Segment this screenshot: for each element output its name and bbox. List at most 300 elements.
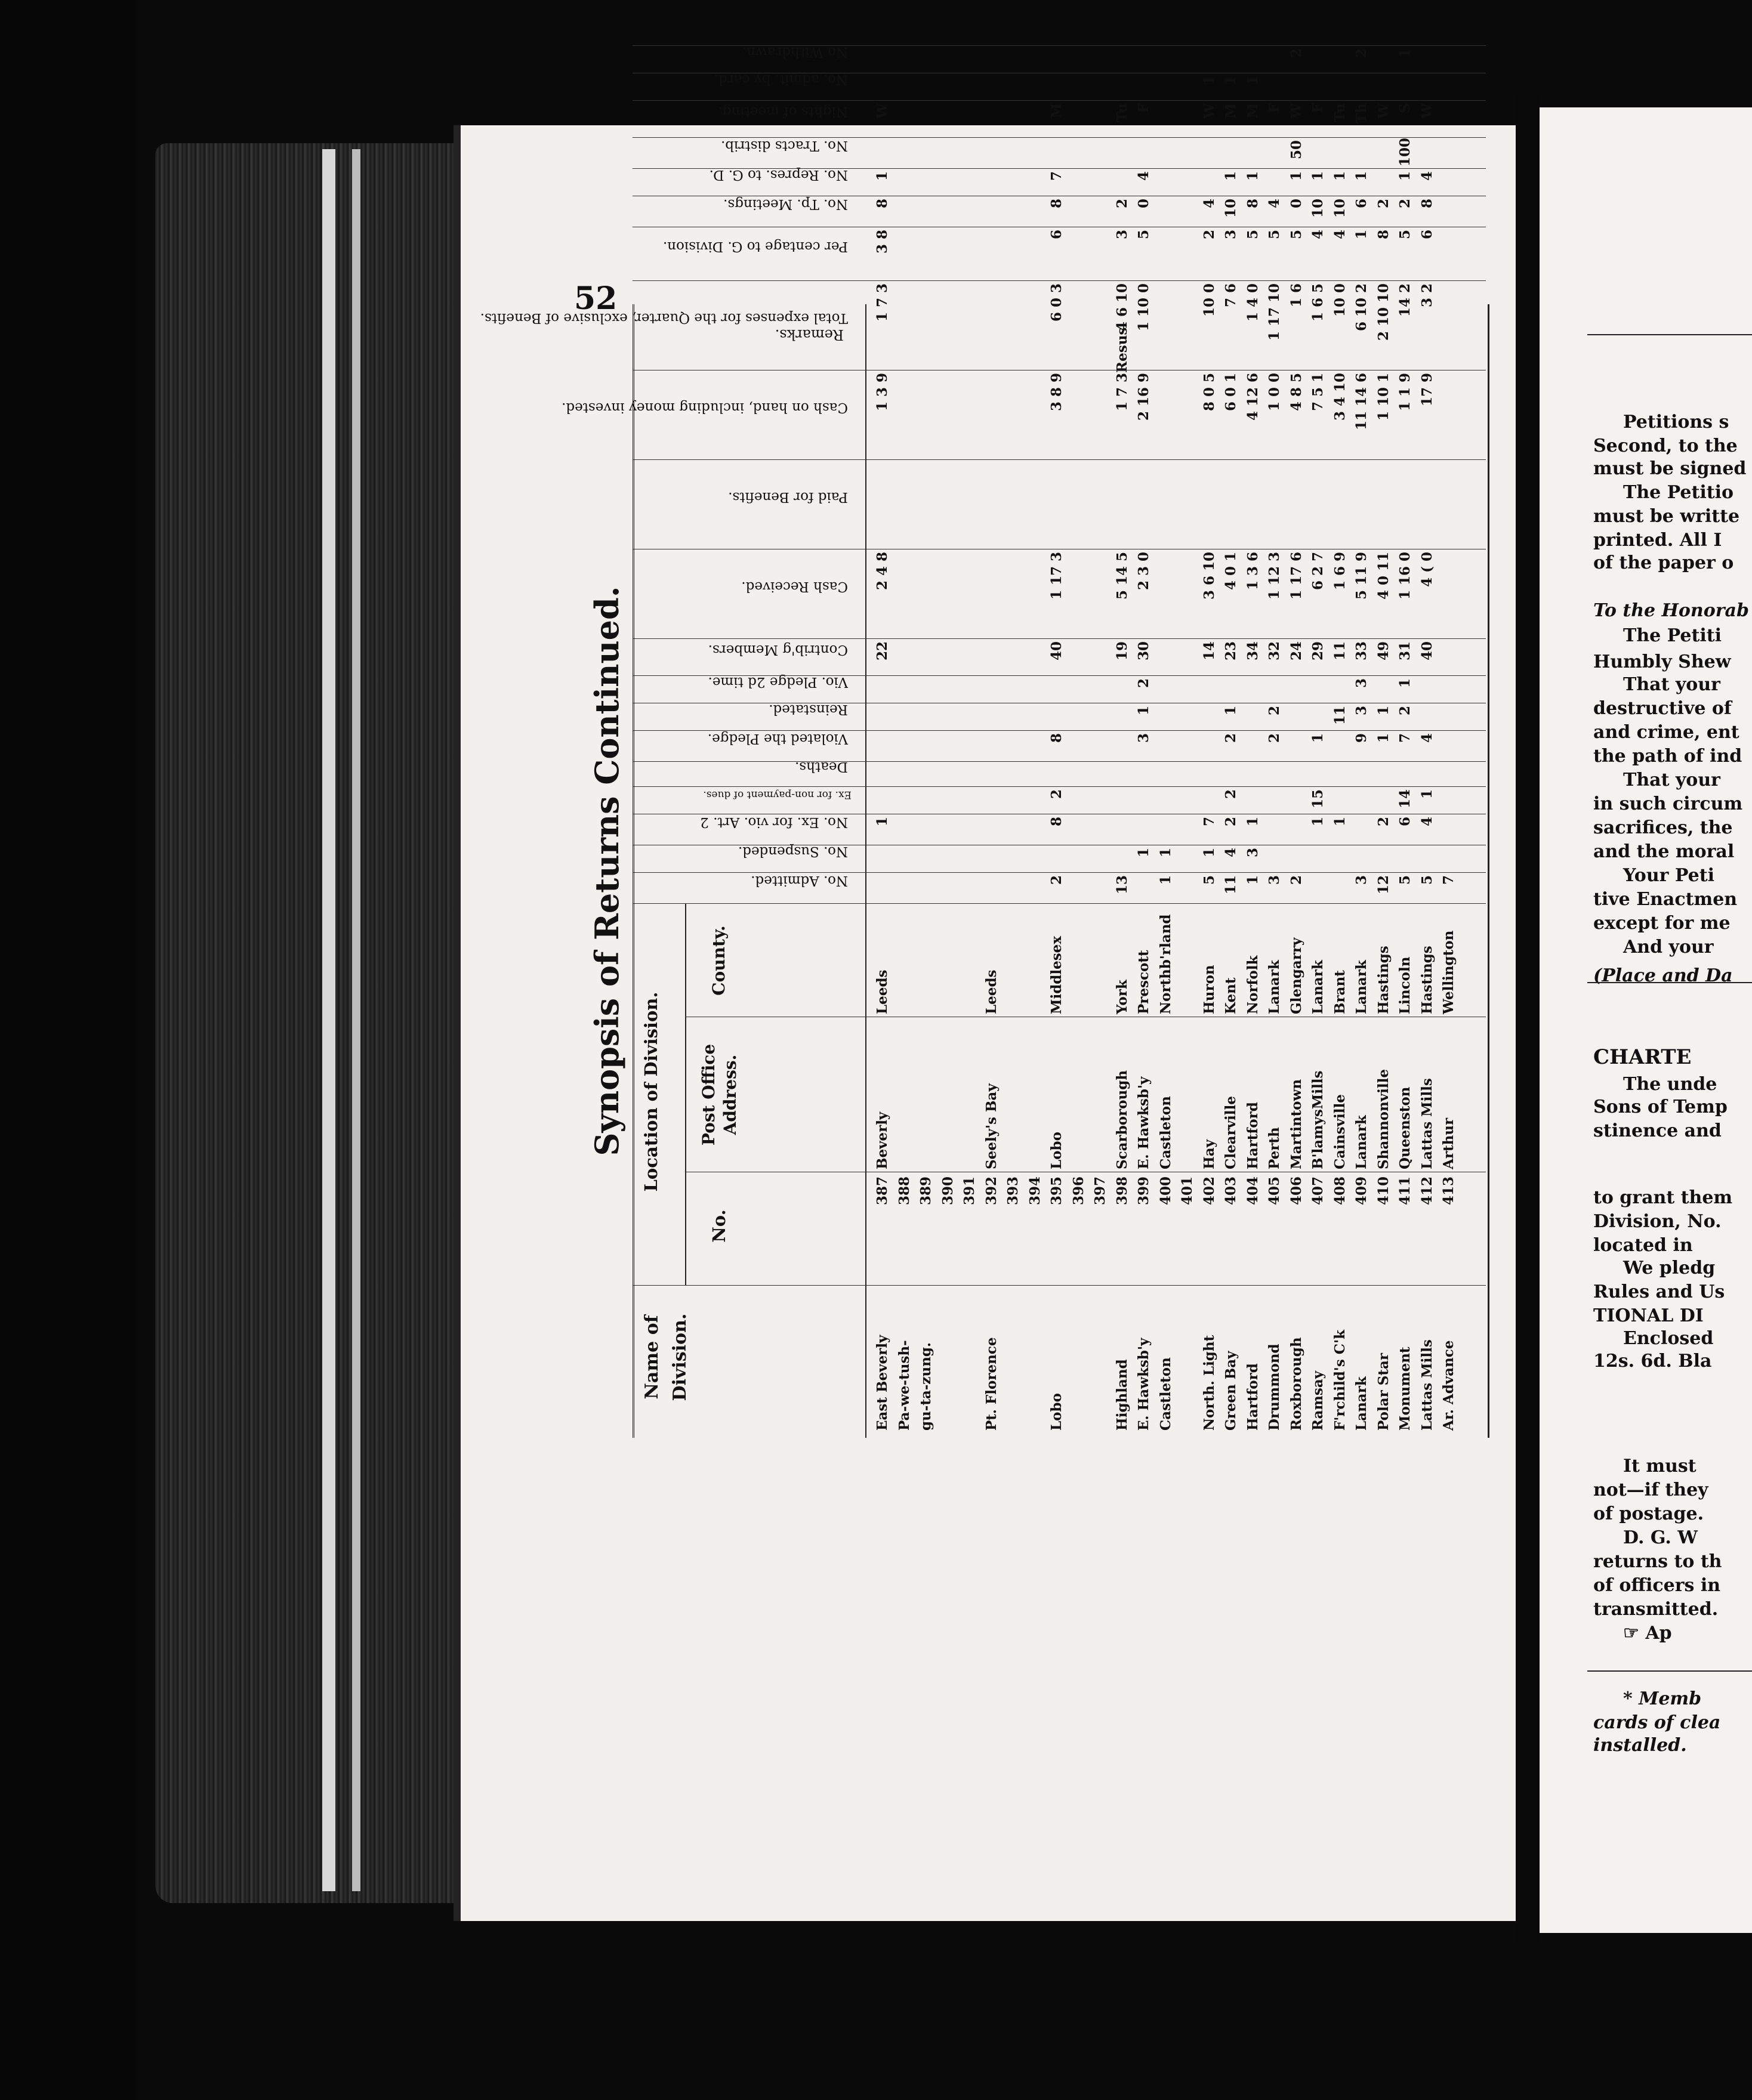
- cell-value: 14 2: [1397, 283, 1413, 317]
- division-number: 411: [1397, 1176, 1413, 1206]
- right-page-line: cards of clea: [1593, 1712, 1721, 1733]
- right-page-line: That your: [1623, 770, 1720, 790]
- cell-value: 34: [1244, 641, 1261, 661]
- column-header-label: Ex. for non-payment of dues.: [703, 789, 852, 801]
- cell-value: 2: [1113, 199, 1130, 209]
- cell-value: 1: [1375, 706, 1392, 716]
- cell-value: 13: [1113, 875, 1130, 895]
- cell-value: 40: [1048, 641, 1065, 661]
- table-row: [1158, 304, 1178, 1438]
- column-header: [633, 639, 865, 676]
- column-header: [633, 460, 865, 549]
- column-header: [633, 73, 865, 101]
- column-header: [633, 549, 865, 639]
- cell-value: 1 0 0: [1266, 373, 1282, 412]
- cell-value: 1 4 0: [1244, 283, 1261, 322]
- cell-value: 1: [1418, 789, 1435, 799]
- division-name: Polar Star: [1375, 1352, 1392, 1431]
- right-page-line: 12s. 6d. Bla: [1593, 1351, 1712, 1372]
- cell-value: 1: [1353, 171, 1369, 181]
- column-rule: [633, 45, 1486, 46]
- right-page-line: (Place and Da: [1593, 965, 1733, 986]
- cell-value: 50: [1288, 140, 1304, 160]
- cell-value: 1: [1244, 76, 1261, 86]
- cell-value: 7: [1048, 171, 1065, 181]
- post-office: Castleton: [1157, 1096, 1174, 1169]
- cell-value: 4: [1266, 199, 1282, 209]
- column-header: [633, 703, 865, 731]
- cell-value: 1: [1223, 76, 1239, 86]
- division-number: 405: [1266, 1176, 1282, 1206]
- cell-value: 1 7 3: [874, 283, 890, 322]
- right-page-line: transmitted.: [1593, 1599, 1719, 1620]
- cell-value: 1: [1353, 230, 1369, 240]
- post-office: Lanark: [1353, 1115, 1369, 1169]
- column-rule: [633, 280, 1486, 281]
- cell-value: 2: [1223, 817, 1239, 827]
- right-page-line: destructive of: [1593, 698, 1732, 719]
- column-header-label: No. admit. by card.: [714, 72, 848, 87]
- cell-value: 22: [874, 641, 890, 661]
- division-number: 390: [939, 1176, 956, 1206]
- cell-value: Tu: [1113, 103, 1130, 122]
- column-header-label: Violated the Pledge.: [707, 731, 848, 746]
- cell-value: 1: [1375, 733, 1392, 743]
- column-header-label: No. Ex. for vio. Art. 2: [700, 814, 848, 830]
- cell-value: 3: [1223, 230, 1239, 240]
- cell-value: 5: [1136, 230, 1152, 240]
- column-rule: [633, 100, 1486, 101]
- right-page-line: It must: [1623, 1456, 1697, 1477]
- column-header: [562, 370, 865, 460]
- cell-value: 7: [1397, 733, 1413, 743]
- division-name: East Beverly: [874, 1335, 890, 1431]
- county: Kent: [1223, 977, 1239, 1014]
- cell-value: 1 17 3: [1048, 552, 1065, 600]
- column-header: [633, 814, 865, 845]
- cell-value: 1 6 5: [1310, 283, 1326, 322]
- cell-value: 2: [1266, 706, 1282, 716]
- column-header: [633, 759, 865, 787]
- page-edge-highlight: [322, 149, 335, 1891]
- cell-value: 5 11 9: [1353, 552, 1369, 600]
- column-rule: [633, 459, 1486, 460]
- column-header: [633, 227, 865, 281]
- county: Glengarry: [1288, 937, 1304, 1014]
- table-row: [940, 304, 960, 1438]
- right-page-line: ☞ Ap: [1623, 1623, 1672, 1644]
- cell-value: 4: [1418, 817, 1435, 827]
- right-page-line: installed.: [1593, 1735, 1687, 1756]
- cell-value: 1 10 1: [1375, 373, 1392, 421]
- cell-value: Th: [1353, 103, 1369, 123]
- cell-value: 2: [1048, 875, 1065, 885]
- cell-value: 4: [1418, 171, 1435, 181]
- header-location-of-division: Location of Division.: [641, 992, 661, 1192]
- header-remarks-label: Remarks.: [775, 326, 844, 343]
- county: Prescott: [1136, 950, 1152, 1014]
- cell-value: 5 14 5: [1113, 552, 1130, 600]
- cell-value: 5: [1397, 230, 1413, 240]
- column-header-label: Nights of meeting.: [718, 104, 848, 119]
- right-page-line: CHARTE: [1593, 1045, 1692, 1069]
- right-page-line: the path of ind: [1593, 746, 1742, 767]
- division-number: 396: [1070, 1176, 1087, 1206]
- cell-value: 3: [1353, 706, 1369, 716]
- column-header: [633, 845, 865, 873]
- division-number: 397: [1092, 1176, 1108, 1206]
- division-number: 391: [961, 1176, 977, 1206]
- cell-value: 2: [1375, 199, 1392, 209]
- cell-value: 5: [1201, 875, 1217, 885]
- table-row: [1288, 48, 1309, 1438]
- right-page-line: Enclosed: [1623, 1328, 1714, 1349]
- table-row: [1113, 103, 1134, 1438]
- column-header-label: No. Tp. Meetings.: [723, 196, 848, 212]
- cell-value: 24: [1288, 641, 1304, 661]
- page-edge-highlight: [352, 149, 360, 1891]
- table-row: [1397, 48, 1417, 1438]
- right-page-line: * Memb: [1623, 1688, 1702, 1709]
- column-header-label: Vio. Pledge 2d time.: [708, 674, 848, 690]
- cell-value: 11: [1331, 641, 1348, 661]
- table-row: [918, 304, 938, 1438]
- cell-value: 33: [1353, 641, 1369, 661]
- column-header: [633, 787, 865, 814]
- cell-value: 6 0 1: [1223, 373, 1239, 412]
- right-page-line: of officers in: [1593, 1575, 1721, 1596]
- division-number: 394: [1026, 1176, 1043, 1206]
- county: Hastings: [1375, 946, 1392, 1014]
- table-row: [1353, 48, 1374, 1438]
- right-page-line: Second, to the: [1593, 436, 1738, 456]
- right-page-line: printed. All I: [1593, 530, 1722, 551]
- page-number: 52: [574, 280, 618, 317]
- cell-value: 2: [1353, 48, 1369, 58]
- county: Brant: [1331, 970, 1348, 1014]
- division-number: 402: [1201, 1176, 1217, 1206]
- cell-value: F: [1310, 103, 1326, 113]
- cell-value: 15: [1310, 789, 1326, 809]
- division-name: Ar. Advance: [1441, 1340, 1457, 1431]
- cell-value: 6: [1418, 230, 1435, 240]
- column-header-label: No. Tracts distrib.: [721, 138, 848, 153]
- cell-value: 23: [1223, 641, 1239, 661]
- cell-value: 8: [1375, 230, 1392, 240]
- cell-value: 1 6: [1288, 283, 1304, 308]
- cell-value: 4: [1418, 733, 1435, 743]
- column-rule: [633, 638, 1486, 639]
- column-header-label: No. Suspended.: [738, 844, 848, 859]
- right-page-line: and crime, ent: [1593, 722, 1739, 743]
- cell-value: 4: [1310, 230, 1326, 240]
- right-page-line: located in: [1593, 1235, 1693, 1256]
- right-page-line: TIONAL DI: [1593, 1305, 1704, 1326]
- column-header-label: Deaths.: [795, 759, 848, 774]
- column-header-label: Per centage to G. Division.: [662, 239, 848, 254]
- division-number: 399: [1136, 1176, 1152, 1206]
- cell-value: 1: [874, 171, 890, 181]
- post-office: Hartford: [1244, 1102, 1261, 1169]
- division-name: Highland: [1113, 1359, 1130, 1431]
- cell-value: 1: [1136, 706, 1152, 716]
- cell-value: 1: [1310, 733, 1326, 743]
- division-number: 407: [1310, 1176, 1326, 1206]
- header-county: County.: [709, 925, 729, 996]
- cell-value: 14: [1397, 789, 1413, 809]
- right-page-line: We pledg: [1623, 1258, 1716, 1278]
- division-number: 408: [1331, 1176, 1348, 1206]
- post-office: Lobo: [1048, 1132, 1065, 1169]
- division-name: Ramsay: [1310, 1370, 1326, 1431]
- county: Lincoln: [1397, 956, 1413, 1014]
- column-rule: [633, 675, 1486, 676]
- cell-value: 6: [1397, 817, 1413, 827]
- cell-value: 4 0 11: [1375, 552, 1392, 600]
- cell-value: 5: [1418, 875, 1435, 885]
- table-row: [1136, 103, 1156, 1438]
- cell-value: 31: [1397, 641, 1413, 661]
- right-page-line: To the Honorab: [1593, 600, 1749, 621]
- cell-value: Tu: [1331, 103, 1348, 122]
- cell-value: 2 10 10: [1375, 283, 1392, 341]
- cell-value: 1: [1288, 171, 1304, 181]
- cell-value: 6 0 3: [1048, 283, 1065, 322]
- cell-value: F: [1266, 103, 1282, 113]
- cell-value: 1: [1310, 171, 1326, 181]
- post-office: Martintown: [1288, 1079, 1304, 1169]
- cell-value: 1 10 0: [1136, 283, 1152, 332]
- right-page-line: sacrifices, the: [1593, 817, 1733, 838]
- column-rule: [633, 761, 1486, 762]
- cell-value: 11 14 6: [1353, 373, 1369, 431]
- right-page-line: must be writte: [1593, 506, 1740, 527]
- cell-value: 2 3 0: [1136, 552, 1152, 591]
- book-gutter: [1516, 95, 1540, 1945]
- division-number: 413: [1441, 1176, 1457, 1206]
- cell-value: W: [874, 103, 890, 119]
- cell-value: 5: [1288, 230, 1304, 240]
- division-number: 387: [874, 1176, 890, 1206]
- table-row: [961, 304, 982, 1438]
- right-page-line: That your: [1623, 674, 1720, 695]
- post-office: Beverly: [874, 1111, 890, 1169]
- cell-value: 1: [1331, 171, 1348, 181]
- cell-value: 3 8: [874, 230, 890, 254]
- county: Leeds: [983, 969, 1000, 1014]
- cell-value: 1 7 3: [1113, 373, 1130, 412]
- county: Leeds: [874, 969, 890, 1014]
- post-office: Scarborough: [1113, 1070, 1130, 1169]
- division-number: 392: [983, 1176, 1000, 1206]
- right-page-line: Sons of Temp: [1593, 1097, 1728, 1117]
- header-name-of-division: Name of Division.: [641, 1313, 690, 1401]
- division-name: Lobo: [1048, 1393, 1065, 1431]
- cell-value: 0: [1136, 199, 1152, 209]
- post-office: Arthur: [1441, 1117, 1457, 1169]
- table-title: Synopsis of Returns Continued.: [588, 586, 626, 1156]
- cell-value: 2: [1223, 789, 1239, 799]
- cell-value: 7 6: [1223, 283, 1239, 308]
- county: Lanark: [1266, 960, 1282, 1014]
- division-name: Drummond: [1266, 1344, 1282, 1431]
- cell-value: 1 12 3: [1266, 552, 1282, 600]
- right-page-line: of the paper o: [1593, 552, 1734, 573]
- cell-value: 2: [1397, 199, 1413, 209]
- division-number: 389: [918, 1176, 934, 1206]
- cell-value: 1 16 0: [1397, 552, 1413, 600]
- cell-value: 2: [1136, 678, 1152, 688]
- cell-value: 1 3 6: [1244, 552, 1261, 591]
- division-name: Castleton: [1157, 1357, 1174, 1431]
- column-header: [633, 676, 865, 703]
- cell-value: 8: [1244, 199, 1261, 209]
- division-number: 393: [1005, 1176, 1021, 1206]
- right-page-line: The Petitio: [1623, 482, 1734, 503]
- division-name: Pt. Florence: [983, 1337, 1000, 1431]
- cell-value: 9: [1353, 733, 1369, 743]
- cell-value: 4: [1331, 230, 1348, 240]
- table-row: [1418, 103, 1439, 1438]
- cell-value: 3: [1353, 875, 1369, 885]
- division-name: Lanark: [1353, 1376, 1369, 1431]
- cell-value: M: [1048, 103, 1065, 119]
- table-row: [1048, 103, 1069, 1438]
- column-header: [633, 101, 865, 138]
- header-divider: [685, 904, 686, 1286]
- cell-value: 2: [1288, 875, 1304, 885]
- division-number: 409: [1353, 1176, 1369, 1206]
- cell-value: 1 1 9: [1397, 373, 1413, 412]
- cell-value: 5: [1244, 230, 1261, 240]
- cell-value: 1: [1397, 48, 1413, 58]
- cell-value: 1: [1244, 171, 1261, 181]
- cell-value: 7: [1201, 817, 1217, 827]
- cell-value: 10: [1310, 199, 1326, 218]
- table-row: [1375, 103, 1396, 1438]
- division-name: Lattas Mills: [1418, 1339, 1435, 1431]
- division-number: 410: [1375, 1176, 1392, 1206]
- cell-value: 17 9: [1418, 373, 1435, 407]
- header-post-office: Post Office Address.: [699, 1043, 741, 1146]
- cell-value: 0: [1288, 199, 1304, 209]
- cell-value: 3: [1136, 733, 1152, 743]
- division-number: 388: [896, 1176, 912, 1206]
- right-page-line: of postage.: [1593, 1503, 1704, 1524]
- division-number: 412: [1418, 1176, 1435, 1206]
- cell-value: 4: [1136, 171, 1152, 181]
- cell-value: M: [1244, 103, 1261, 119]
- right-page-rule: [1587, 1670, 1752, 1672]
- post-office: Perth: [1266, 1127, 1282, 1169]
- division-name: gu-ta-zung.: [918, 1342, 934, 1431]
- column-header-label: Paid for Benefits.: [728, 489, 848, 505]
- right-page-line: returns to th: [1593, 1551, 1722, 1572]
- county: Middlesex: [1048, 935, 1065, 1014]
- right-page-line: to grant them: [1593, 1187, 1733, 1208]
- cell-value: 1: [1397, 678, 1413, 688]
- cell-value: 4: [1201, 199, 1217, 209]
- county: Hastings: [1418, 946, 1435, 1014]
- post-office: Clearville: [1223, 1096, 1239, 1169]
- cell-value: 30: [1136, 641, 1152, 661]
- right-page-line: Humbly Shew: [1593, 651, 1731, 672]
- remarks-value: Resus.: [1113, 322, 1130, 373]
- cell-value: 1: [1244, 875, 1261, 885]
- cell-value: 3: [1244, 848, 1261, 858]
- table-row: [1092, 304, 1112, 1438]
- column-rule: [633, 730, 1486, 731]
- cell-value: 19: [1113, 641, 1130, 661]
- cell-value: F: [1136, 103, 1152, 113]
- cell-value: 100: [1397, 137, 1413, 166]
- cell-value: 8: [874, 199, 890, 209]
- county: Lanark: [1353, 960, 1369, 1014]
- cell-value: 1 3 9: [874, 373, 890, 412]
- cell-value: 1: [1201, 76, 1217, 86]
- cell-value: 8 0 5: [1201, 373, 1217, 412]
- cell-value: 6: [1353, 199, 1369, 209]
- cell-value: 3 6 10: [1201, 552, 1217, 600]
- column-rule: [633, 872, 1486, 873]
- table-row: [1005, 304, 1025, 1438]
- post-office: Hay: [1201, 1139, 1217, 1169]
- right-page-line: not—if they: [1593, 1480, 1708, 1500]
- cell-value: 1: [1157, 875, 1174, 885]
- cell-value: 12: [1375, 875, 1392, 895]
- cell-value: 1: [1223, 171, 1239, 181]
- county: Lanark: [1310, 960, 1326, 1014]
- cell-value: 10: [1331, 199, 1348, 218]
- post-office: E. Hawksb'y: [1136, 1076, 1152, 1169]
- column-rule: [633, 1285, 1486, 1286]
- cell-value: 4 8 5: [1288, 373, 1304, 412]
- cell-value: 6 10 2: [1353, 283, 1369, 332]
- cell-value: 14: [1201, 641, 1217, 661]
- cell-value: 1: [874, 817, 890, 827]
- cell-value: 2: [1288, 48, 1304, 58]
- division-number: 400: [1157, 1176, 1174, 1206]
- county: Northb'rland: [1157, 914, 1174, 1014]
- cell-value: 8: [1418, 199, 1435, 209]
- cell-value: 8: [1048, 733, 1065, 743]
- cell-value: 5: [1397, 875, 1413, 885]
- right-page-line: Division, No.: [1593, 1211, 1722, 1232]
- table-row: [1244, 76, 1265, 1438]
- cell-value: 29: [1310, 641, 1326, 661]
- post-office: Cainsville: [1331, 1094, 1348, 1169]
- right-page-line: must be signed: [1593, 458, 1747, 479]
- cell-value: 5: [1266, 230, 1282, 240]
- cell-value: 2: [1397, 706, 1413, 716]
- table-row: [874, 103, 894, 1438]
- cell-value: 2: [1201, 230, 1217, 240]
- right-page-line: The Petiti: [1623, 625, 1722, 646]
- right-page-line: The unde: [1623, 1074, 1717, 1095]
- cell-value: 1: [1397, 171, 1413, 181]
- cell-value: 2: [1223, 733, 1239, 743]
- column-header-label: Cash Received.: [741, 579, 848, 594]
- table-row: [1266, 103, 1287, 1438]
- cell-value: W: [1375, 103, 1392, 119]
- cell-value: 2 4 8: [874, 552, 890, 591]
- cell-value: 4 6 10: [1113, 283, 1130, 332]
- cell-value: 49: [1375, 641, 1392, 661]
- division-name: F'rchild's C'k: [1331, 1329, 1348, 1431]
- column-header: [633, 46, 865, 73]
- rotated-table: [480, 44, 1486, 1438]
- cell-value: 40: [1418, 641, 1435, 661]
